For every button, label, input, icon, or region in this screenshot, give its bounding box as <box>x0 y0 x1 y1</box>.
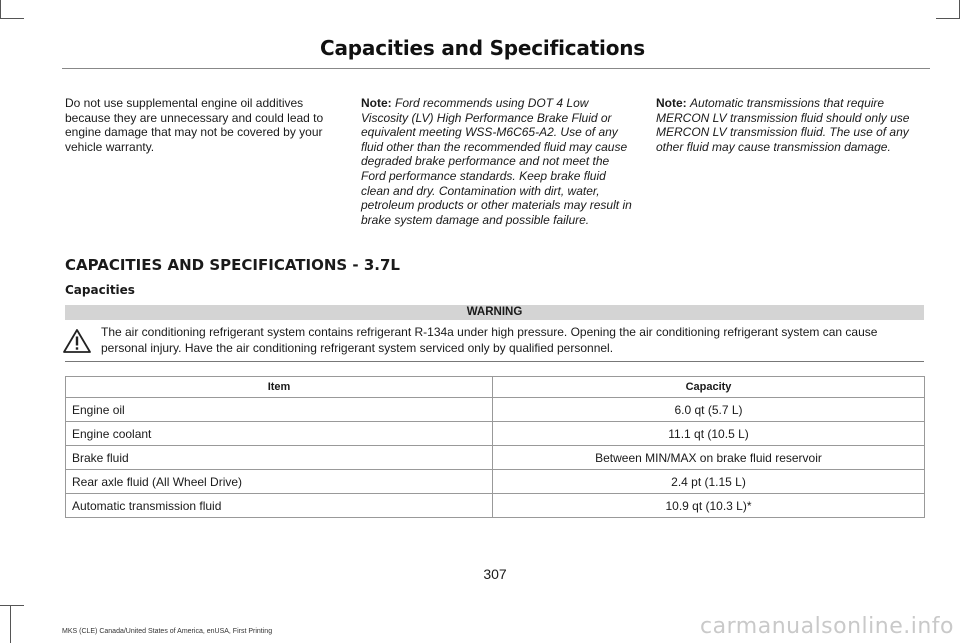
item-cell: Engine oil <box>66 398 493 422</box>
item-cell: Engine coolant <box>66 422 493 446</box>
page-title: Capacities and Specifications <box>320 36 645 60</box>
note-label: Note: <box>656 96 687 110</box>
sub-heading: Capacities <box>65 283 135 297</box>
capacity-cell: 6.0 qt (5.7 L) <box>493 398 925 422</box>
item-cell: Rear axle fluid (All Wheel Drive) <box>66 470 493 494</box>
item-cell: Automatic transmission fluid <box>66 494 493 518</box>
brake-fluid-note <box>361 96 633 227</box>
table-row <box>66 398 925 422</box>
crop-mark <box>0 0 1 18</box>
watermark: carmanualsonline.info <box>700 614 954 639</box>
item-cell: Brake fluid <box>66 446 493 470</box>
table-row <box>66 422 925 446</box>
table-row <box>66 470 925 494</box>
transmission-fluid-note <box>656 96 924 154</box>
column-header-capacity: Capacity <box>493 377 925 398</box>
header-divider <box>62 68 930 69</box>
page-number: 307 <box>483 566 507 582</box>
warning-text: The air conditioning refrigerant system contains refrigerant R-134a under high pressure. Opening the air conditioning refrigerant system can cause personal injury. Have the air conditioning refrigerant system serviced only by qualified personnel. <box>101 325 878 355</box>
capacity-cell: 10.9 qt (10.3 L)* <box>493 494 925 518</box>
footer-text: MKS (CLE) Canada/United States of America, enUSA, First Printing <box>62 628 273 635</box>
section-heading: CAPACITIES AND SPECIFICATIONS - 3.7L <box>65 256 400 274</box>
crop-mark <box>0 605 24 606</box>
warning-triangle-icon <box>62 328 92 354</box>
capacities-table <box>65 376 925 518</box>
capacity-cell: Between MIN/MAX on brake fluid reservoir <box>493 446 925 470</box>
crop-mark <box>936 18 960 19</box>
note-text: Ford recommends using DOT 4 Low Viscosity (LV) High Performance Brake Fluid or equivalent meeting WSS-M6C65-A2. Use of any fluid other than the recommended fluid may cause degraded brake performance and not meet the Ford performance standards. Keep brake fluid clean and dry. Contamination with dirt, water, petroleum products or other materials may result in brake system damage and possible failure. <box>361 96 632 227</box>
warning-divider <box>65 361 924 362</box>
table-row <box>66 446 925 470</box>
table-header-row <box>66 377 925 398</box>
note-text: Automatic transmissions that require MERCON LV transmission fluid should only use MERCON LV transmission fluid. The use of any other fluid may cause transmission damage. <box>656 96 910 154</box>
capacity-cell: 11.1 qt (10.5 L) <box>493 422 925 446</box>
warning-title-bar: WARNING <box>65 305 924 320</box>
table-row <box>66 494 925 518</box>
column-header-item: Item <box>66 377 493 398</box>
capacity-cell: 2.4 pt (1.15 L) <box>493 470 925 494</box>
crop-mark <box>10 605 11 643</box>
crop-mark <box>0 18 24 19</box>
oil-additive-paragraph: Do not use supplemental engine oil additives because they are unnecessary and could lead to engine damage that may not be covered by your vehicle warranty. <box>65 96 324 154</box>
note-label: Note: <box>361 96 392 110</box>
